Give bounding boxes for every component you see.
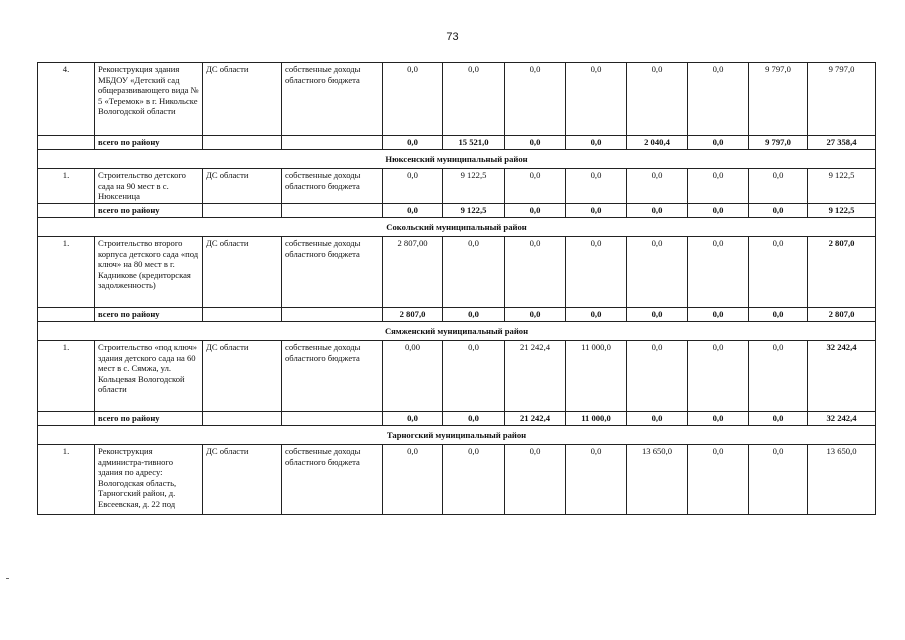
row-number — [38, 412, 95, 426]
value-cell: 0,0 — [749, 412, 808, 426]
district-header-row — [38, 426, 876, 445]
value-cell: 0,0 — [566, 237, 627, 308]
value-cell: 0,00 — [383, 341, 443, 412]
value-cell: 0,0 — [688, 412, 749, 426]
row-number — [38, 204, 95, 218]
customer-cell — [203, 136, 282, 150]
value-cell: 0,0 — [749, 169, 808, 204]
value-cell: 0,0 — [688, 341, 749, 412]
table-row — [38, 445, 876, 515]
value-cell: 0,0 — [566, 136, 627, 150]
district-header-row — [38, 150, 876, 169]
source-cell — [282, 136, 383, 150]
customer-cell — [203, 412, 282, 426]
value-cell: 0,0 — [566, 63, 627, 136]
source-cell: собственные доходы областного бюджета — [282, 341, 383, 412]
customer-cell: ДС области — [203, 237, 282, 308]
district-title: Сямженский муниципальный район — [38, 322, 876, 341]
object-name: Реконструкция здания МБДОУ «Детский сад общеразвивающего вида № 5 «Теремок» в г. Никольске Вологодской области — [95, 63, 203, 136]
district-header-row — [38, 322, 876, 341]
source-cell — [282, 204, 383, 218]
value-cell: 0,0 — [627, 341, 688, 412]
value-cell: 0,0 — [749, 341, 808, 412]
customer-cell — [203, 308, 282, 322]
district-total-row — [38, 204, 876, 218]
total-cell: 9 122,5 — [808, 169, 876, 204]
total-label: всего по району — [95, 308, 203, 322]
value-cell: 13 650,0 — [627, 445, 688, 515]
total-cell: 32 242,4 — [808, 412, 876, 426]
value-cell: 0,0 — [383, 412, 443, 426]
value-cell: 0,0 — [749, 445, 808, 515]
value-cell: 0,0 — [566, 169, 627, 204]
value-cell: 0,0 — [505, 136, 566, 150]
value-cell: 0,0 — [383, 63, 443, 136]
district-title: Тарногский муниципальный район — [38, 426, 876, 445]
value-cell: 0,0 — [627, 169, 688, 204]
value-cell: 0,0 — [627, 308, 688, 322]
value-cell: 9 797,0 — [749, 63, 808, 136]
source-cell: собственные доходы областного бюджета — [282, 169, 383, 204]
total-cell: 2 807,0 — [808, 308, 876, 322]
value-cell: 0,0 — [383, 169, 443, 204]
total-cell: 32 242,4 — [808, 341, 876, 412]
customer-cell: ДС области — [203, 63, 282, 136]
source-cell: собственные доходы областного бюджета — [282, 63, 383, 136]
page-number: 73 — [446, 31, 459, 43]
source-cell — [282, 412, 383, 426]
value-cell: 0,0 — [688, 308, 749, 322]
value-cell: 0,0 — [383, 445, 443, 515]
total-cell: 2 807,0 — [808, 237, 876, 308]
district-total-row — [38, 136, 876, 150]
value-cell: 2 040,4 — [627, 136, 688, 150]
table-row — [38, 341, 876, 412]
value-cell: 0,0 — [505, 445, 566, 515]
value-cell: 0,0 — [688, 169, 749, 204]
district-header-row — [38, 218, 876, 237]
value-cell: 0,0 — [627, 237, 688, 308]
value-cell: 0,0 — [627, 204, 688, 218]
row-number: 1. — [38, 445, 95, 515]
district-total-row — [38, 308, 876, 322]
budget-table — [37, 62, 876, 515]
scan-mark — [6, 578, 9, 579]
value-cell: 0,0 — [688, 237, 749, 308]
district-title: Сокольский муниципальный район — [38, 218, 876, 237]
value-cell: 0,0 — [443, 308, 505, 322]
total-cell: 27 358,4 — [808, 136, 876, 150]
value-cell: 0,0 — [505, 63, 566, 136]
row-number: 1. — [38, 237, 95, 308]
customer-cell: ДС области — [203, 169, 282, 204]
row-number — [38, 136, 95, 150]
value-cell: 0,0 — [688, 63, 749, 136]
value-cell: 2 807,00 — [383, 237, 443, 308]
value-cell: 0,0 — [749, 204, 808, 218]
object-name: Строительство второго корпуса детского сада «под ключ» на 80 мест в г. Кадникове (кредиторская задолженность) — [95, 237, 203, 308]
value-cell: 9 797,0 — [749, 136, 808, 150]
value-cell: 0,0 — [383, 136, 443, 150]
district-total-row — [38, 412, 876, 426]
value-cell: 0,0 — [383, 204, 443, 218]
value-cell: 0,0 — [627, 63, 688, 136]
value-cell: 2 807,0 — [383, 308, 443, 322]
total-cell: 9 122,5 — [808, 204, 876, 218]
row-number: 4. — [38, 63, 95, 136]
value-cell: 0,0 — [505, 204, 566, 218]
value-cell: 0,0 — [749, 237, 808, 308]
value-cell: 0,0 — [566, 204, 627, 218]
value-cell: 0,0 — [505, 169, 566, 204]
table-row — [38, 237, 876, 308]
row-number — [38, 308, 95, 322]
total-label: всего по району — [95, 136, 203, 150]
value-cell: 0,0 — [443, 63, 505, 136]
value-cell: 0,0 — [566, 308, 627, 322]
object-name: Реконструкция администра-тивного здания по адресу: Вологодская область, Тарногский район, д. Евсеевская, д. 22 под — [95, 445, 203, 515]
source-cell — [282, 308, 383, 322]
object-name: Строительство «под ключ» здания детского сада на 60 мест в с. Сямжа, ул. Кольцевая Вологодской области — [95, 341, 203, 412]
value-cell: 9 122,5 — [443, 204, 505, 218]
value-cell: 0,0 — [443, 341, 505, 412]
value-cell: 0,0 — [443, 412, 505, 426]
value-cell: 11 000,0 — [566, 341, 627, 412]
customer-cell — [203, 204, 282, 218]
row-number: 1. — [38, 341, 95, 412]
value-cell: 0,0 — [505, 308, 566, 322]
value-cell: 0,0 — [749, 308, 808, 322]
value-cell: 21 242,4 — [505, 412, 566, 426]
table-row — [38, 169, 876, 204]
value-cell: 0,0 — [443, 445, 505, 515]
district-title: Нюксенский муниципальный район — [38, 150, 876, 169]
value-cell: 0,0 — [443, 237, 505, 308]
table-row — [38, 63, 876, 136]
customer-cell: ДС области — [203, 445, 282, 515]
value-cell: 0,0 — [566, 445, 627, 515]
value-cell: 0,0 — [688, 204, 749, 218]
value-cell: 11 000,0 — [566, 412, 627, 426]
total-label: всего по району — [95, 204, 203, 218]
value-cell: 21 242,4 — [505, 341, 566, 412]
total-cell: 13 650,0 — [808, 445, 876, 515]
value-cell: 0,0 — [688, 445, 749, 515]
source-cell: собственные доходы областного бюджета — [282, 445, 383, 515]
value-cell: 0,0 — [688, 136, 749, 150]
row-number: 1. — [38, 169, 95, 204]
value-cell: 9 122,5 — [443, 169, 505, 204]
value-cell: 0,0 — [627, 412, 688, 426]
total-cell: 9 797,0 — [808, 63, 876, 136]
value-cell: 0,0 — [505, 237, 566, 308]
object-name: Строительство детского сада на 90 мест в с. Нюксеница — [95, 169, 203, 204]
customer-cell: ДС области — [203, 341, 282, 412]
total-label: всего по району — [95, 412, 203, 426]
value-cell: 15 521,0 — [443, 136, 505, 150]
source-cell: собственные доходы областного бюджета — [282, 237, 383, 308]
